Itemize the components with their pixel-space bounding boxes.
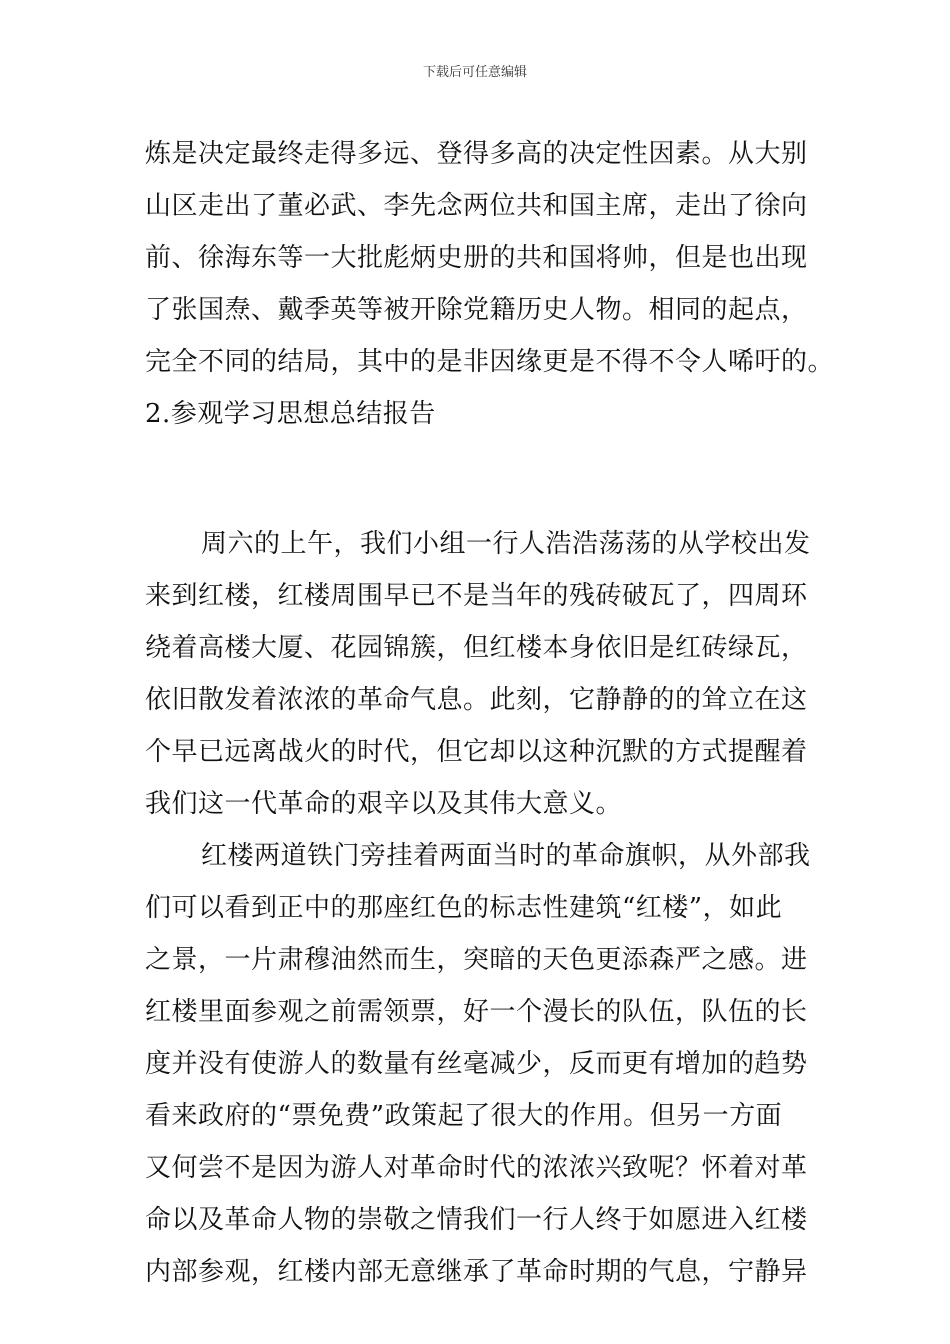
- paragraph-1: [145, 518, 810, 830]
- text-line: 了张国焘、戴季英等被开除党籍历史人物。相同的起点，: [145, 295, 808, 325]
- text-line: 来到红楼，红楼周围早已不是当年的残砖破瓦了，四周环: [145, 581, 808, 611]
- text-line: 个早已远离战火的时代，但它却以这种沉默的方式提醒着: [145, 737, 808, 767]
- document-body: [145, 128, 835, 1298]
- text-line: 红楼两道铁门旁挂着两面当时的革命旗帜，从外部我: [201, 841, 811, 871]
- text-line: 依旧散发着浓浓的革命气息。此刻，它静静的的耸立在这: [145, 685, 808, 715]
- text-line: 红楼里面参观之前需领票，好一个漫长的队伍，队伍的长: [145, 997, 808, 1027]
- text-line: 炼是决定最终走得多远、登得多高的决定性因素。从大别: [145, 139, 808, 169]
- text-line: 完全不同的结局，其中的是非因缘更是不得不令人唏吁的。: [145, 347, 835, 377]
- section-heading: 2.参观学习思想总结报告: [145, 399, 436, 429]
- text-line: 命以及革命人物的崇敬之情我们一行人终于如愿进入红楼: [145, 1205, 808, 1235]
- page-header-note: 下载后可任意编辑: [422, 65, 527, 80]
- text-line: 我们这一代革命的艰辛以及其伟大意义。: [145, 789, 623, 819]
- text-line: 周六的上午，我们小组一行人浩浩荡荡的从学校出发: [201, 529, 811, 559]
- text-line: 内部参观，红楼内部无意继承了革命时期的气息，宁静异: [145, 1257, 808, 1287]
- text-line: 又何尝不是因为游人对革命时代的浓浓兴致呢？怀着对革: [145, 1153, 808, 1183]
- text-line: 前、徐海东等一大批彪炳史册的共和国将帅，但是也出现: [145, 243, 808, 273]
- text-line: 山区走出了董必武、李先念两位共和国主席，走出了徐向: [145, 191, 808, 221]
- continued-paragraph: [145, 128, 835, 388]
- text-line: 们可以看到正中的那座红色的标志性建筑“红楼”，如此: [145, 893, 783, 923]
- text-line: 度并没有使游人的数量有丝毫减少，反而更有增加的趋势: [145, 1049, 808, 1079]
- blank-spacer: [145, 440, 810, 518]
- paragraph-2: [145, 830, 810, 1298]
- text-line: 绕着高楼大厦、花园锦簇，但红楼本身依旧是红砖绿瓦，: [145, 633, 808, 663]
- text-line: 之景，一片肃穆油然而生，突暗的天色更添森严之感。进: [145, 945, 808, 975]
- text-line: 看来政府的“票免费”政策起了很大的作用。但另一方面: [145, 1101, 783, 1131]
